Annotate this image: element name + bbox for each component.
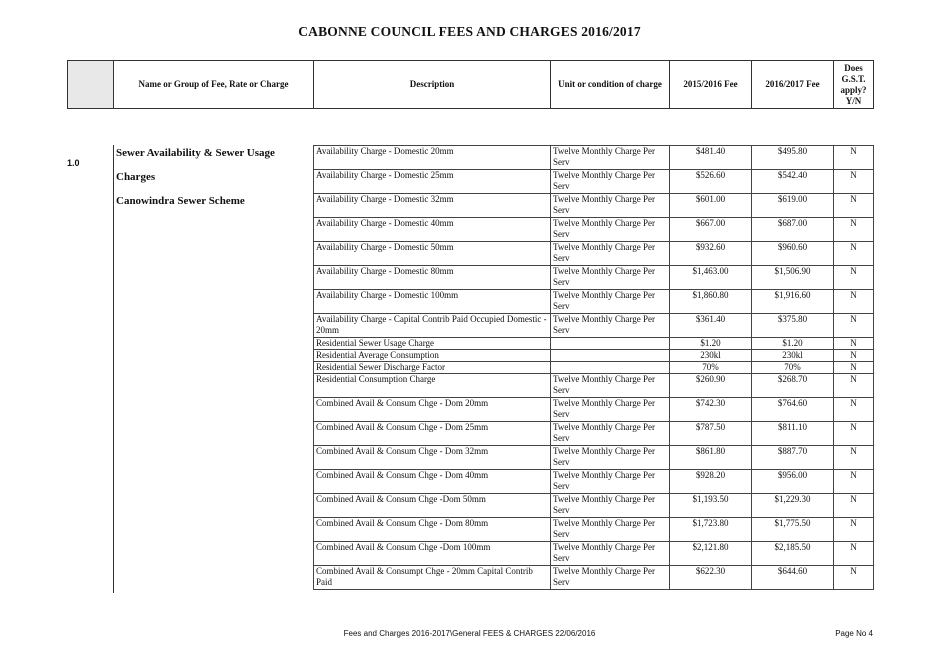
header-blank <box>68 61 114 109</box>
cell-fee-2016: $956.00 <box>752 470 834 494</box>
cell-fee-2015: $1,193.50 <box>670 494 752 518</box>
cell-fee-2016: $960.60 <box>752 242 834 266</box>
cell-unit: Twelve Monthly Charge Per Serv <box>551 422 670 446</box>
cell-gst: N <box>834 398 874 422</box>
cell-fee-2015: $622.30 <box>670 566 752 590</box>
cell-gst: N <box>834 218 874 242</box>
cell-gst: N <box>834 314 874 338</box>
cell-description: Residential Sewer Usage Charge <box>314 338 551 350</box>
table-row <box>314 374 874 398</box>
cell-unit: Twelve Monthly Charge Per Serv <box>551 218 670 242</box>
table-row <box>314 290 874 314</box>
cell-gst: N <box>834 422 874 446</box>
cell-unit: Twelve Monthly Charge Per Serv <box>551 518 670 542</box>
footer-page-number: Page No 4 <box>835 629 873 638</box>
header-unit: Unit or condition of charge <box>551 61 670 109</box>
cell-fee-2015: 230kl <box>670 350 752 362</box>
cell-fee-2015: $1,860.80 <box>670 290 752 314</box>
cell-gst: N <box>834 542 874 566</box>
cell-fee-2015: $526.60 <box>670 170 752 194</box>
cell-gst: N <box>834 194 874 218</box>
table-row <box>314 566 874 590</box>
cell-description: Residential Sewer Discharge Factor <box>314 362 551 374</box>
table-row <box>314 398 874 422</box>
cell-fee-2016: $811.10 <box>752 422 834 446</box>
cell-fee-2015: $260.90 <box>670 374 752 398</box>
header-name-group: Name or Group of Fee, Rate or Charge <box>114 61 314 109</box>
cell-fee-2016: $268.70 <box>752 374 834 398</box>
cell-fee-2016: $1.20 <box>752 338 834 350</box>
cell-gst: N <box>834 338 874 350</box>
cell-fee-2015: $932.60 <box>670 242 752 266</box>
fees-table-body <box>314 146 874 590</box>
cell-description: Availability Charge - Domestic 50mm <box>314 242 551 266</box>
table-row <box>314 362 874 374</box>
cell-description: Availability Charge - Domestic 80mm <box>314 266 551 290</box>
cell-gst: N <box>834 566 874 590</box>
table-row <box>314 446 874 470</box>
cell-fee-2016: $542.40 <box>752 170 834 194</box>
table-row <box>314 266 874 290</box>
table-row <box>314 314 874 338</box>
cell-fee-2015: $667.00 <box>670 218 752 242</box>
table-row <box>314 350 874 362</box>
cell-unit: Twelve Monthly Charge Per Serv <box>551 494 670 518</box>
table-row <box>314 242 874 266</box>
cell-fee-2015: $481.40 <box>670 146 752 170</box>
cell-description: Residential Average Consumption <box>314 350 551 362</box>
cell-description: Availability Charge - Domestic 40mm <box>314 218 551 242</box>
cell-description: Combined Avail & Consumpt Chge - 20mm Capital Contrib Paid <box>314 566 551 590</box>
cell-unit: Twelve Monthly Charge Per Serv <box>551 398 670 422</box>
cell-gst: N <box>834 170 874 194</box>
cell-fee-2015: $787.50 <box>670 422 752 446</box>
fees-table <box>313 145 874 590</box>
cell-unit: Twelve Monthly Charge Per Serv <box>551 470 670 494</box>
cell-unit: Twelve Monthly Charge Per Serv <box>551 542 670 566</box>
group-name-line-2: Charges <box>116 171 156 183</box>
cell-unit: Twelve Monthly Charge Per Serv <box>551 146 670 170</box>
group-divider <box>113 145 114 593</box>
cell-fee-2016: $375.80 <box>752 314 834 338</box>
cell-description: Residential Consumption Charge <box>314 374 551 398</box>
cell-gst: N <box>834 362 874 374</box>
page-title: CABONNE COUNCIL FEES AND CHARGES 2016/2017 <box>298 24 641 39</box>
cell-fee-2015: $861.80 <box>670 446 752 470</box>
cell-unit: Twelve Monthly Charge Per Serv <box>551 566 670 590</box>
cell-unit: Twelve Monthly Charge Per Serv <box>551 314 670 338</box>
cell-gst: N <box>834 242 874 266</box>
cell-description: Availability Charge - Domestic 32mm <box>314 194 551 218</box>
cell-fee-2016: $887.70 <box>752 446 834 470</box>
cell-gst: N <box>834 350 874 362</box>
cell-description: Combined Avail & Consum Chge - Dom 80mm <box>314 518 551 542</box>
cell-fee-2015: $1.20 <box>670 338 752 350</box>
cell-fee-2016: $619.00 <box>752 194 834 218</box>
cell-unit <box>551 350 670 362</box>
cell-fee-2015: $601.00 <box>670 194 752 218</box>
cell-fee-2016: $1,506.90 <box>752 266 834 290</box>
cell-unit: Twelve Monthly Charge Per Serv <box>551 446 670 470</box>
header-gst: Does G.S.T. apply? Y/N <box>834 61 874 109</box>
cell-description: Combined Avail & Consum Chge -Dom 50mm <box>314 494 551 518</box>
column-header-table <box>67 60 874 109</box>
cell-fee-2016: $495.80 <box>752 146 834 170</box>
section-number: 1.0 <box>67 158 80 168</box>
table-row <box>314 194 874 218</box>
table-row <box>314 170 874 194</box>
header-description: Description <box>314 61 551 109</box>
table-row <box>314 218 874 242</box>
cell-fee-2016: $1,775.50 <box>752 518 834 542</box>
cell-gst: N <box>834 446 874 470</box>
cell-description: Availability Charge - Capital Contrib Paid Occupied Domestic - 20mm <box>314 314 551 338</box>
cell-fee-2015: $361.40 <box>670 314 752 338</box>
cell-fee-2015: $1,463.00 <box>670 266 752 290</box>
cell-fee-2015: 70% <box>670 362 752 374</box>
group-name-line-1: Sewer Availability & Sewer Usage <box>116 147 275 159</box>
table-row <box>314 338 874 350</box>
cell-gst: N <box>834 518 874 542</box>
cell-description: Availability Charge - Domestic 25mm <box>314 170 551 194</box>
cell-fee-2016: $687.00 <box>752 218 834 242</box>
footer-source: Fees and Charges 2016-2017\General FEES & CHARGES 22/06/2016 <box>343 629 596 638</box>
cell-description: Combined Avail & Consum Chge - Dom 20mm <box>314 398 551 422</box>
cell-unit: Twelve Monthly Charge Per Serv <box>551 374 670 398</box>
cell-fee-2016: 230kl <box>752 350 834 362</box>
cell-description: Combined Avail & Consum Chge - Dom 40mm <box>314 470 551 494</box>
cell-gst: N <box>834 266 874 290</box>
cell-unit: Twelve Monthly Charge Per Serv <box>551 242 670 266</box>
cell-fee-2016: $2,185.50 <box>752 542 834 566</box>
cell-unit: Twelve Monthly Charge Per Serv <box>551 290 670 314</box>
cell-fee-2015: $928.20 <box>670 470 752 494</box>
header-fee-2016: 2016/2017 Fee <box>752 61 834 109</box>
cell-gst: N <box>834 470 874 494</box>
cell-gst: N <box>834 494 874 518</box>
table-row <box>314 422 874 446</box>
cell-gst: N <box>834 290 874 314</box>
cell-gst: N <box>834 146 874 170</box>
cell-unit: Twelve Monthly Charge Per Serv <box>551 194 670 218</box>
cell-unit <box>551 338 670 350</box>
cell-description: Availability Charge - Domestic 100mm <box>314 290 551 314</box>
header-fee-2015: 2015/2016 Fee <box>670 61 752 109</box>
cell-fee-2016: $764.60 <box>752 398 834 422</box>
cell-fee-2016: $1,916.60 <box>752 290 834 314</box>
cell-fee-2016: 70% <box>752 362 834 374</box>
table-row <box>314 518 874 542</box>
cell-description: Combined Avail & Consum Chge -Dom 100mm <box>314 542 551 566</box>
cell-gst: N <box>834 374 874 398</box>
cell-fee-2016: $644.60 <box>752 566 834 590</box>
cell-description: Availability Charge - Domestic 20mm <box>314 146 551 170</box>
cell-description: Combined Avail & Consum Chge - Dom 25mm <box>314 422 551 446</box>
cell-fee-2016: $1,229.30 <box>752 494 834 518</box>
cell-unit: Twelve Monthly Charge Per Serv <box>551 266 670 290</box>
cell-fee-2015: $1,723.80 <box>670 518 752 542</box>
cell-fee-2015: $2,121.80 <box>670 542 752 566</box>
table-row <box>314 494 874 518</box>
cell-description: Combined Avail & Consum Chge - Dom 32mm <box>314 446 551 470</box>
table-row <box>314 146 874 170</box>
cell-unit: Twelve Monthly Charge Per Serv <box>551 170 670 194</box>
group-name-line-3: Canowindra Sewer Scheme <box>116 195 245 207</box>
cell-unit <box>551 362 670 374</box>
table-row <box>314 542 874 566</box>
table-row <box>314 470 874 494</box>
cell-fee-2015: $742.30 <box>670 398 752 422</box>
